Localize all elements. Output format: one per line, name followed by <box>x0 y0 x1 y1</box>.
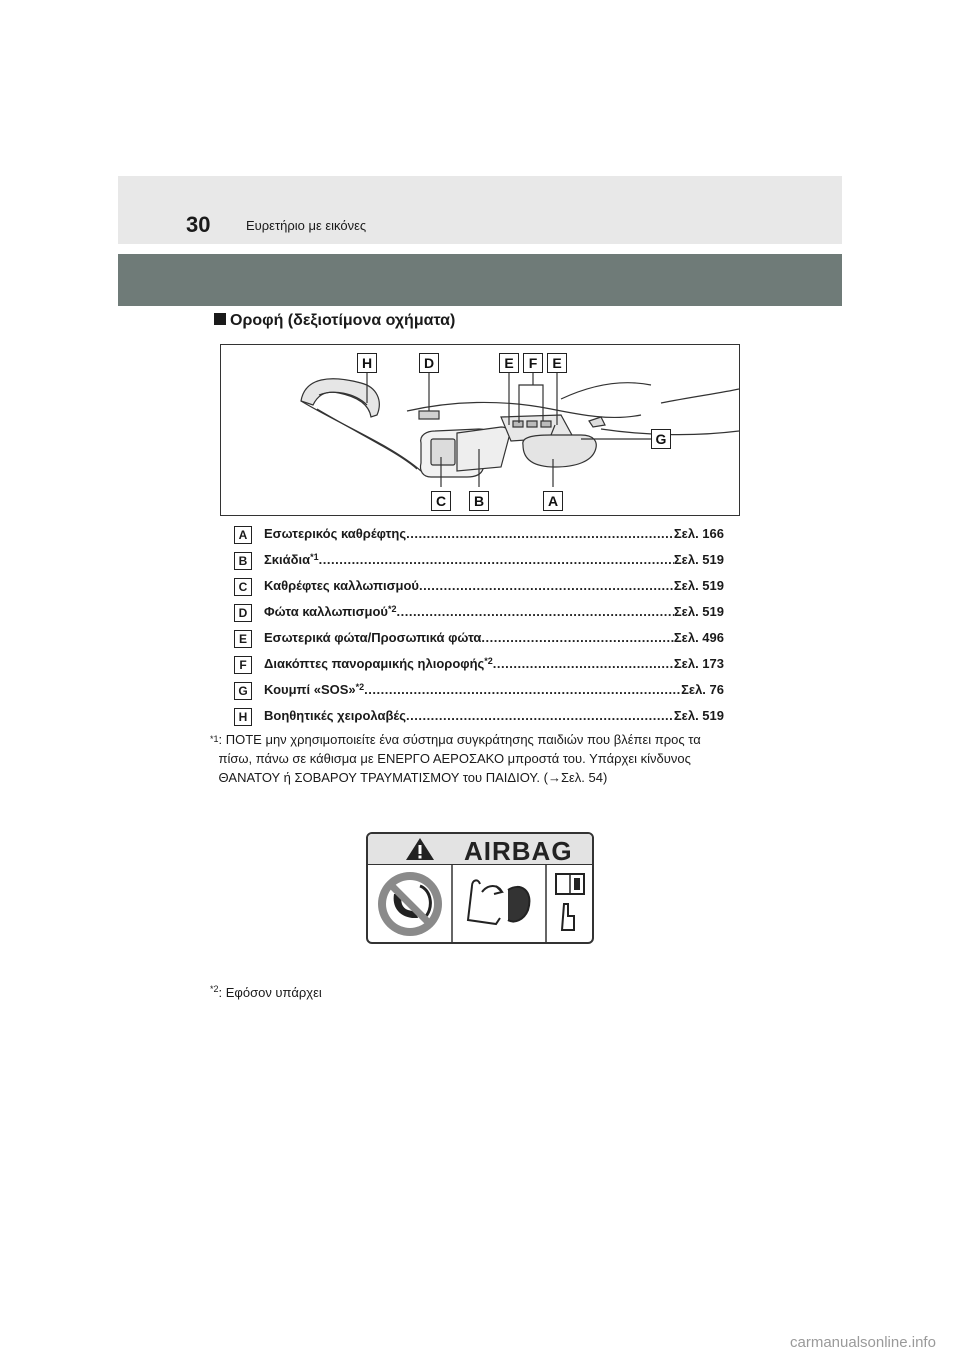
rear-facing-seat-icon <box>468 880 529 924</box>
ceiling-figure <box>220 344 740 516</box>
legend-letter: F <box>234 656 252 674</box>
legend-item <box>234 630 724 656</box>
footnote-1-text: : ΠΟΤΕ μην χρησιμοποιείτε ένα σύστημα συγκράτησης παιδιών που βλέπει προς τα πίσω, πάνω σε κάθισμα με ΕΝΕΡΓΟ ΑΕΡΟΣΑΚΟ μπροστά του. Υπάρχει κίνδυνος ΘΑΝΑΤΟΥ ή ΣΟΒΑΡΟΥ ΤΡΑΥΜΑΤΙΣΜΟΥ του ΠΑΙΔΙΟΥ. (→Σελ. 54) <box>218 732 701 785</box>
legend-page: Σελ. 496 <box>673 630 724 645</box>
header-title: Ευρετήριο με εικόνες <box>246 218 367 233</box>
legend-label: Καθρέφτες καλλωπισμού <box>264 578 419 593</box>
callout-c: C <box>431 491 451 511</box>
legend-page: Σελ. 519 <box>673 708 724 723</box>
footnote-2-marker: *2 <box>210 984 219 994</box>
legend-item <box>234 604 724 630</box>
footnote-1 <box>210 730 750 787</box>
page-number: 30 <box>186 212 211 237</box>
legend-item <box>234 682 724 708</box>
callout-h: H <box>357 353 377 373</box>
legend-label: Διακόπτες πανοραμικής ηλιοροφής <box>264 656 485 671</box>
legend-item <box>234 552 724 578</box>
section-band <box>118 254 842 306</box>
legend-sup: *2 <box>355 682 365 692</box>
header-band <box>118 176 842 244</box>
read-manual-icon <box>556 874 584 930</box>
section-square-icon <box>214 313 226 325</box>
legend-list <box>234 526 724 734</box>
legend-letter: E <box>234 630 252 648</box>
callout-d: D <box>419 353 439 373</box>
legend-sup: *2 <box>484 656 493 666</box>
callout-e-right: E <box>547 353 567 373</box>
legend-sup: *1 <box>310 552 319 562</box>
callout-b: B <box>469 491 489 511</box>
legend-label: Σκιάδια <box>264 552 311 567</box>
callout-g: G <box>651 429 671 449</box>
legend-page: Σελ. 166 <box>673 526 724 541</box>
legend-item <box>234 578 724 604</box>
legend-label: Φώτα καλλωπισμού <box>264 604 388 619</box>
section-title <box>214 312 455 330</box>
legend-letter: H <box>234 708 252 726</box>
legend-page: Σελ. 519 <box>673 578 724 593</box>
footnote-1-marker: *1 <box>210 734 219 744</box>
warning-triangle-icon <box>406 838 434 860</box>
callout-f: F <box>523 353 543 373</box>
airbag-warning-label <box>366 832 594 944</box>
legend-letter: A <box>234 526 252 544</box>
airbag-word: AIRBAG <box>464 836 573 866</box>
legend-page: Σελ. 519 <box>673 552 724 567</box>
watermark: carmanualsonline.info <box>790 1334 936 1351</box>
legend-item <box>234 526 724 552</box>
legend-letter: G <box>234 682 252 700</box>
legend-page: Σελ. 76 <box>681 682 724 697</box>
no-child-seat-icon <box>378 872 442 936</box>
footnote-2-text: : Εφόσον υπάρχει <box>218 985 322 1000</box>
legend-letter: B <box>234 552 252 570</box>
legend-sup: *2 <box>387 604 397 614</box>
section-title-text: Οροφή (δεξιοτίμονα οχήματα) <box>230 312 456 329</box>
legend-page: Σελ. 173 <box>673 656 724 671</box>
legend-label: Εσωτερικός καθρέφτης <box>264 526 407 541</box>
callout-e-left: E <box>499 353 519 373</box>
legend-label: Εσωτερικά φώτα/Προσωπικά φώτα <box>264 630 482 645</box>
legend-letter: D <box>234 604 252 622</box>
legend-item <box>234 656 724 682</box>
legend-letter: C <box>234 578 252 596</box>
legend-label: Κουμπί «SOS» <box>264 682 356 697</box>
legend-page: Σελ. 519 <box>673 604 724 619</box>
legend-label: Βοηθητικές χειρολαβές <box>264 708 407 723</box>
footnote-2 <box>210 980 322 1002</box>
callout-a: A <box>543 491 563 511</box>
